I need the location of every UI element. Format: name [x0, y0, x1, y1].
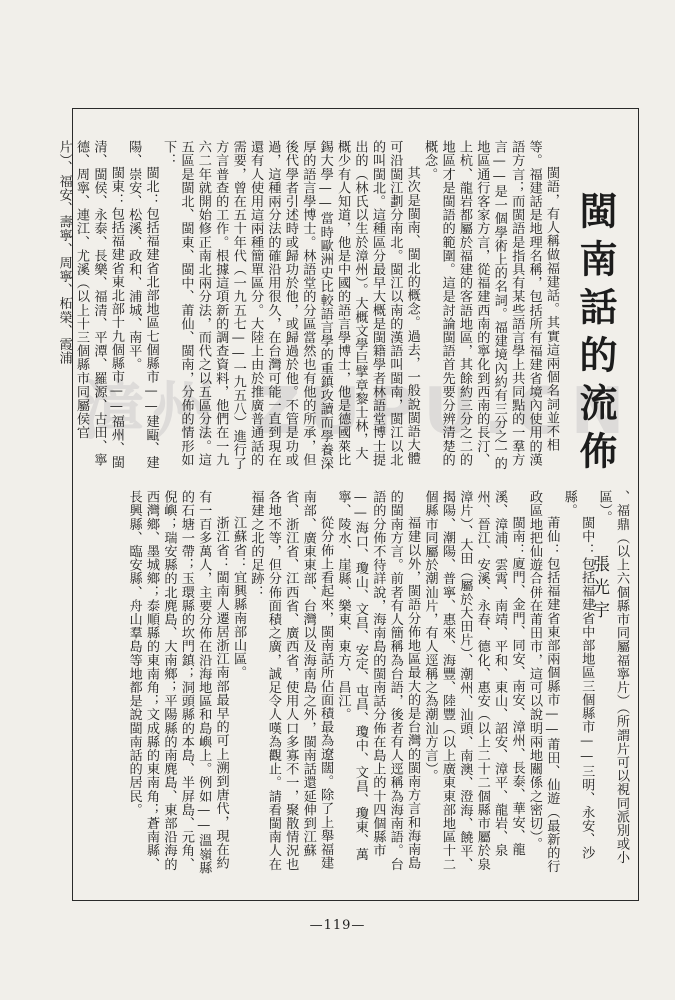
paragraph: 閩東：包括福建省東北部十九個縣市——福州、閩清、閩侯、永泰、長樂、福清、平潭、羅源、古田、寧德、周寧、連江、尤溪（以上十三個縣市同屬侯官片）、福安、壽寧、周寧、柘榮、霞浦 [56, 140, 124, 470]
lower-text-block [90, 490, 630, 880]
paragraph: 、福鼎（以上六個縣市同屬福寧片）（所謂片可以視同派別或小區）。 [596, 490, 629, 865]
paragraph: 從分佈上看起來，閩南話所佔面積最為遼闊。除了上舉福建南部、廣東東部、台灣以及海南島之外，閩南話還延伸到江蘇省、浙江省、江西省、廣西省，使用人口多寡不一，聚散情況也各地不等，但分佈面積之廣，誠足令人嘆為觀止。請看閩南人在福建之北的足跡： [248, 490, 334, 871]
paragraph: 閩南：廈門、金門、同安、南安、漳州、長泰、華安、龍溪、漳浦、雲霄、南靖、平和、東山、詔安、漳平、龍岩、泉州、晉江、安溪、永春、德化、惠安（以上二十二個縣市屬於泉漳片）、大田（屬於大田片）、潮州、汕頭、南澳、澄海、饒平、揭陽、潮陽、普寧、惠來、海豐、陸豐（以上廣東東部地區十二個縣市同屬於潮汕片，有人逕稱之為潮汕方言）。 [422, 490, 525, 872]
upper-text-block [56, 140, 560, 470]
paragraph: 莆仙：包括福建省東部兩個縣市——莆田、仙遊（最新的行政區地把仙遊合併在莆田市，這可以說明兩地關係之密切）。 [526, 490, 560, 874]
paragraph: 江蘇省：宜興縣南部山區。 [231, 516, 247, 680]
paragraph: 閩中：包括福建省中部地區三個縣市——三明、永安、沙縣。 [561, 490, 595, 860]
watermark: 漳州 ZUPU.CN [80, 375, 633, 449]
article-title: 閩南話的流佈 [573, 191, 618, 479]
article-author: 張光宇 [589, 555, 609, 624]
paragraph: 福建以外，閩語分佈地區最大的是台灣的閩南方言和海南島的閩南方言。前者有人簡稱為台語，後者有人逕稱為海南語。台語的分佈不待詳說，海南島的閩南話分佈在島上的十四個縣市——海口、瓊山、文昌、安定、屯昌、瓊中、文昌、瓊東、萬寧、陵水、崖縣、樂東、東方、昌江。 [335, 490, 421, 871]
page-number: —119— [309, 918, 366, 933]
paragraph: 其次是閩南、閩北的概念。過去，一般說閩語大體可沿閩江劃分南北。閩江以南的漢語叫閩南，閩江以北的叫閩北。這種區分最早大概是閩籍學者林語堂博士提出的（林氏以生於漳州）。大概文學巨擘章黎士林，大概少有人知道，他是中國的語言學博士，他是德國萊比錫大學——當時歐洲史比較語言學的重鎮攻讀而學養深厚的語言學博士。林語堂的分區當然也有他的所承，但後代學者引述時或歸功於他，或歸過於他。不管是功或過，這種兩分法的確沿用很久，在台灣可能一直到現在還有人使用這兩種簡單區分。大陸上由於推廣普通話的需要，曾在五十年代（一九五七——一九五八）進行了方言普查的工作。根據這項新的調查資料，他們在一九六二年就開始修正南北兩分法，而代之以五區分法。這五區是閩北、閩東、閩中、莆仙、閩南，分佈的情形如下： [161, 140, 420, 470]
paragraph: 閩北：包括福建省北部地區七個縣市——建甌、建陽、崇安、松溪、政和、浦城、南平。 [126, 140, 159, 470]
paragraph: 浙江省：閩南人遷居浙江南部最早的可上溯到唐代，現在約有一百多萬人，主要分佈在沿海地區和島嶼上。例如——溫嶺縣的石塘一帶；玉環縣的坎門鎮；洞頭縣的本島、半屏島、元角、倪嶼；瑞安縣的北麂島、大南鄉；平陽縣的南麂島、東部沿海的西灣鄉、墨城鄉；泰順縣的東南角；文成縣的東南角；蒼南縣、長興縣、臨安縣、舟山羣島等地都是說閩南話的居民。 [126, 490, 229, 875]
paragraph: 閩語，有人稱做福建話。其實這兩個名詞並不相等。福建話是地理名稱，包括所有福建省境內使用的漢語方言；而閩語是指具有某些語言學上共同點的一羣方言——是一個學術上的名詞。福建境內約有三分之一的地區通行客家方言，從福建西南的寧化到西南的長汀、上杭、龍岩都屬於福建的客語地區，其餘約三分之二的地區才是閩語的範圍。這是討論閩語首先要分辨清楚的概念。 [422, 140, 559, 470]
